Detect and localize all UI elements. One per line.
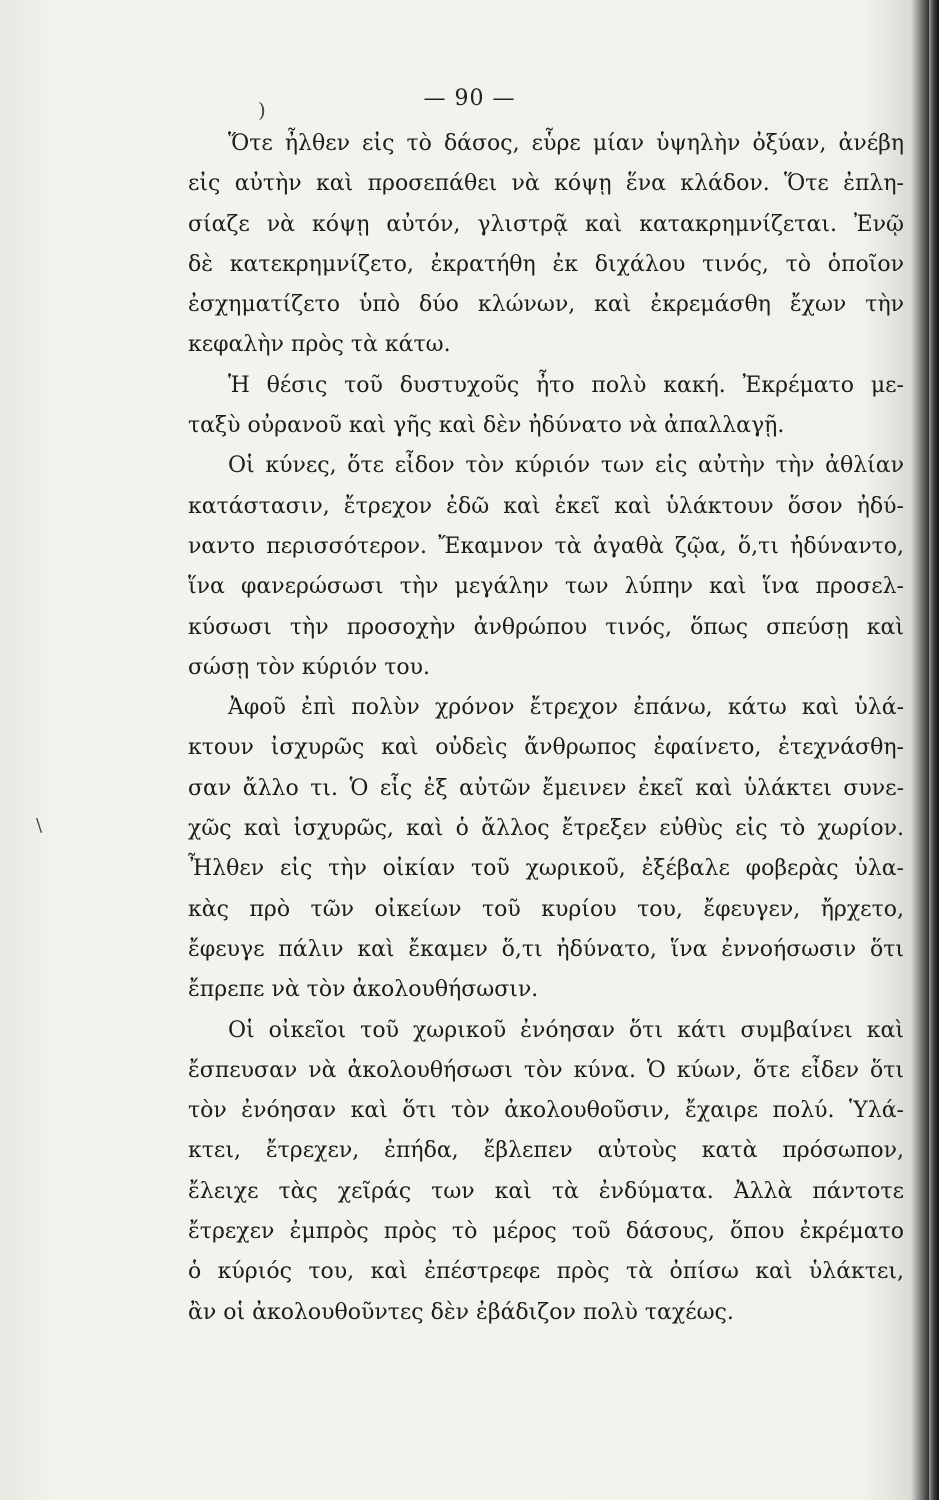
paragraph xyxy=(148,366,904,447)
text-line: Ὅτε ἦλθεν εἰς τὸ δάσος, εὗρε μίαν ὑψηλὴν ὀξύαν, ἀνέβη xyxy=(228,131,904,156)
text-line: δὲ κατεκρημνίζετο, ἐκρατήθη ἐκ διχάλου τινός, τὸ ὁποῖον xyxy=(188,251,904,277)
text-line: ἐσχηματίζετο ὑπὸ δύο κλώνων, καὶ ἐκρεμάσθη ἔχων τὴν xyxy=(188,292,904,318)
text-line: ἔπρεπε νὰ τὸν ἀκολουθήσωσιν. xyxy=(188,977,539,1003)
paragraph xyxy=(148,124,904,366)
text-line: ἵνα φανερώσωσι τὴν μεγάλην των λύπην καὶ ἵνα προσελ- xyxy=(188,574,904,600)
paragraph xyxy=(148,688,904,1010)
text-line: σαν ἄλλο τι. Ὁ εἷς ἐξ αὐτῶν ἔμεινεν ἐκεῖ καὶ ὑλάκτει συνε- xyxy=(188,775,904,801)
text-line: ἔσπευσαν νὰ ἀκολουθήσωσι τὸν κύνα. Ὁ κύων, ὅτε εἶδεν ὅτι xyxy=(188,1057,904,1083)
margin-mark-left: \ xyxy=(36,815,43,836)
text-line: κτει, ἔτρεχεν, ἐπήδα, ἔβλεπεν αὐτοὺς κατὰ πρόσωπον, xyxy=(188,1138,904,1164)
text-line: σώσῃ τὸν κύριόν του. xyxy=(188,654,431,680)
text-line: ἂν οἱ ἀκολουθοῦντες δὲν ἐβάδιζον πολὺ ταχέως. xyxy=(188,1299,734,1325)
text-line: Οἱ κύνες, ὅτε εἶδον τὸν κύριόν των εἰς αὐτὴν τὴν ἀθλίαν xyxy=(228,453,904,479)
paragraph xyxy=(148,446,904,688)
text-line: κατάστασιν, ἔτρεχον ἐδῶ καὶ ἐκεῖ καὶ ὑλάκτουν ὅσον ἠδύ- xyxy=(188,493,904,519)
text-line: Οἱ οἰκεῖοι τοῦ χωρικοῦ ἐνόησαν ὅτι κάτι συμβαίνει καὶ xyxy=(228,1017,904,1043)
body-text xyxy=(148,124,904,1333)
text-line: ἔτρεχεν ἐμπρὸς πρὸς τὸ μέρος τοῦ δάσους, ὅπου ἐκρέματο xyxy=(188,1219,904,1245)
text-line: Ἡ θέσις τοῦ δυστυχοῦς ἦτο πολὺ κακή. Ἐκρέματο με- xyxy=(228,372,904,398)
text-line: κτουν ἰσχυρῶς καὶ οὐδεὶς ἄνθρωπος ἐφαίνετο, ἐτεχνάσθη- xyxy=(188,735,904,761)
text-line: χῶς καὶ ἰσχυρῶς, καὶ ὁ ἄλλος ἔτρεξεν εὐθὺς εἰς τὸ χωρίον. xyxy=(188,816,904,842)
text-line: ὁ κύριός του, καὶ ἐπέστρεφε πρὸς τὰ ὀπίσω καὶ ὑλάκτει, xyxy=(188,1259,904,1285)
text-line: ταξὺ οὐρανοῦ καὶ γῆς καὶ δὲν ἠδύνατο νὰ ἀπαλλαγῇ. xyxy=(188,413,785,439)
text-line: ναντο περισσότερον. Ἔκαμνον τὰ ἀγαθὰ ζῷα, ὅ,τι ἠδύναντο, xyxy=(188,533,904,559)
text-line: Ἀφοῦ ἐπὶ πολὺν χρόνον ἔτρεχον ἐπάνω, κάτω καὶ ὑλά- xyxy=(228,695,904,721)
paragraph xyxy=(148,1011,904,1333)
text-line: ἔλειχε τὰς χεῖράς των καὶ τὰ ἐνδύματα. Ἀλλὰ πάντοτε xyxy=(188,1178,904,1204)
text-line: κύσωσι τὴν προσοχὴν ἀνθρώπου τινός, ὅπως σπεύσῃ καὶ xyxy=(188,614,904,640)
margin-mark: ) xyxy=(258,98,266,122)
text-line: ἔφευγε πάλιν καὶ ἔκαμεν ὅ,τι ἠδύνατο, ἵνα ἐννοήσωσιν ὅτι xyxy=(188,936,904,962)
text-line: κεφαλὴν πρὸς τὰ κάτω. xyxy=(188,332,451,358)
text-line: εἰς αὐτὴν καὶ προσεπάθει νὰ κόψῃ ἕνα κλάδον. Ὅτε ἐπλη- xyxy=(188,171,904,197)
text-line: τὸν ἐνόησαν καὶ ὅτι τὸν ἀκολουθοῦσιν, ἔχαιρε πολύ. Ὑλά- xyxy=(188,1098,904,1124)
page-edge-shadow xyxy=(929,0,939,1500)
text-line: σίαζε νὰ κόψῃ αὐτόν, γλιστρᾷ καὶ κατακρημνίζεται. Ἐνῷ xyxy=(188,211,904,237)
text-line: κὰς πρὸ τῶν οἰκείων τοῦ κυρίου του, ἔφευγεν, ἤρχετο, xyxy=(188,896,904,922)
text-line: Ἦλθεν εἰς τὴν οἰκίαν τοῦ χωρικοῦ, ἐξέβαλε φοβερὰς ὑλα- xyxy=(188,856,904,882)
page-number: — 90 — xyxy=(423,86,516,111)
